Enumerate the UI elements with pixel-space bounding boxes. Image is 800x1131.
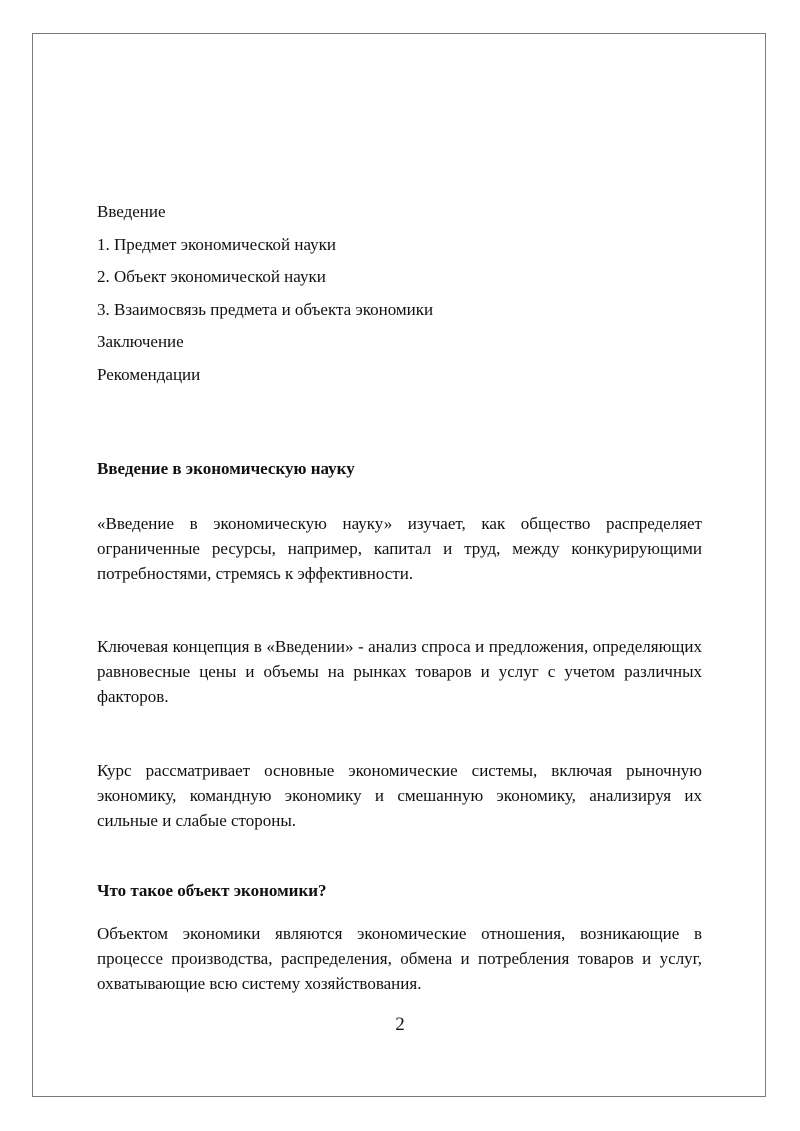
paragraph: Курс рассматривает основные экономические системы, включая рыночную экономику, командную экономику и смешанную экономику, анализируя их сильные и слабые стороны.	[97, 761, 702, 830]
paragraph: Объектом экономики являются экономические отношения, возникающие в процессе производства, распределения, обмена и потребления товаров и услуг, охватывающие всю систему хозяйствования.	[97, 924, 702, 993]
toc-item-1: 1. Предмет экономической науки	[97, 234, 336, 254]
section-heading-object: Что такое объект экономики?	[97, 881, 327, 900]
paragraph: Ключевая концепция в «Введении» - анализ спроса и предложения, определяющих равновесные цены и объемы на рынках товаров и услуг с учетом различных факторов.	[97, 637, 702, 706]
toc-item-3: 3. Взаимосвязь предмета и объекта экономики	[97, 299, 434, 319]
table-of-contents	[97, 200, 702, 396]
toc-item-2: 2. Объект экономической науки	[97, 267, 326, 287]
toc-item-introduction: Введение	[97, 202, 166, 221]
toc-item-conclusion: Заключение	[97, 332, 184, 352]
toc-item-recommendations: Рекомендации	[97, 364, 201, 384]
page-number: 2	[395, 1014, 405, 1035]
paragraph: «Введение в экономическую науку» изучает, как общество распределяет ограниченные ресурсы, например, капитал и труд, между конкурирующими потребностями, стремясь к эффективности.	[97, 514, 702, 583]
section-heading-introduction: Введение в экономическую науку	[97, 459, 355, 478]
